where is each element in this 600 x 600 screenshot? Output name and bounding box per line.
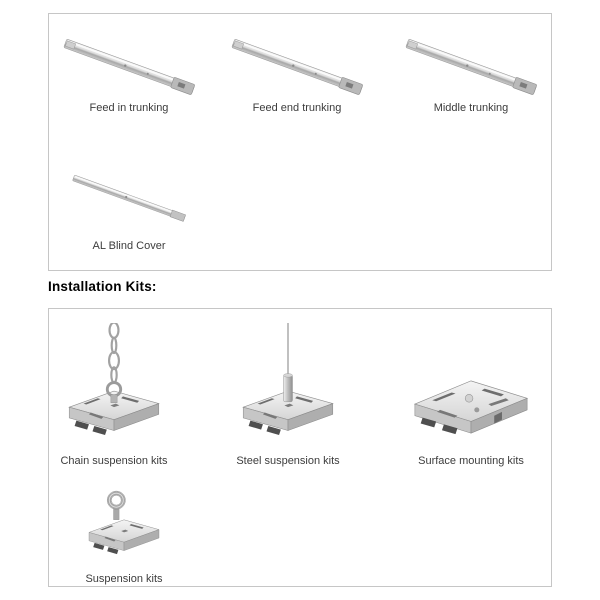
product-image-box: [227, 36, 367, 98]
product-cell-chain-suspension: [49, 321, 179, 467]
product-image-box: [233, 321, 343, 443]
product-cell-suspension-kits: [49, 489, 199, 585]
product-image-box: [59, 36, 199, 98]
product-cell-feed-in-trunking: [49, 36, 209, 114]
surface-mounting-kit-icon: [411, 371, 531, 443]
product-label: AL Blind Cover: [92, 240, 166, 252]
product-label: Feed end trunking: [252, 102, 342, 114]
product-label: Surface mounting kits: [418, 455, 524, 467]
product-label: Middle trunking: [433, 102, 509, 114]
trunking-rail-icon: [401, 36, 541, 98]
product-cell-steel-suspension: [223, 321, 353, 467]
blind-cover-rail-icon: [64, 168, 194, 228]
suspension-kit-icon: [69, 489, 179, 559]
product-cell-al-blind-cover: [49, 166, 209, 252]
product-image-box: [59, 321, 169, 443]
product-cell-surface-mounting: [406, 321, 536, 467]
product-image-box: [401, 36, 541, 98]
trunking-components-panel: [48, 13, 552, 271]
product-image-box: [64, 166, 194, 228]
product-label: Chain suspension kits: [60, 455, 168, 467]
product-cell-middle-trunking: [391, 36, 551, 114]
product-label: Suspension kits: [85, 573, 163, 585]
product-image-box: [411, 321, 531, 443]
installation-kits-heading: Installation Kits:: [48, 279, 157, 294]
steel-suspension-kit-icon: [233, 323, 343, 443]
product-cell-feed-end-trunking: [217, 36, 377, 114]
product-label: Feed in trunking: [89, 102, 169, 114]
chain-suspension-kit-icon: [59, 323, 169, 443]
installation-kits-panel: [48, 308, 552, 587]
trunking-rail-icon: [227, 36, 367, 98]
trunking-rail-icon: [59, 36, 199, 98]
product-image-box: [69, 489, 179, 559]
product-label: Steel suspension kits: [236, 455, 340, 467]
